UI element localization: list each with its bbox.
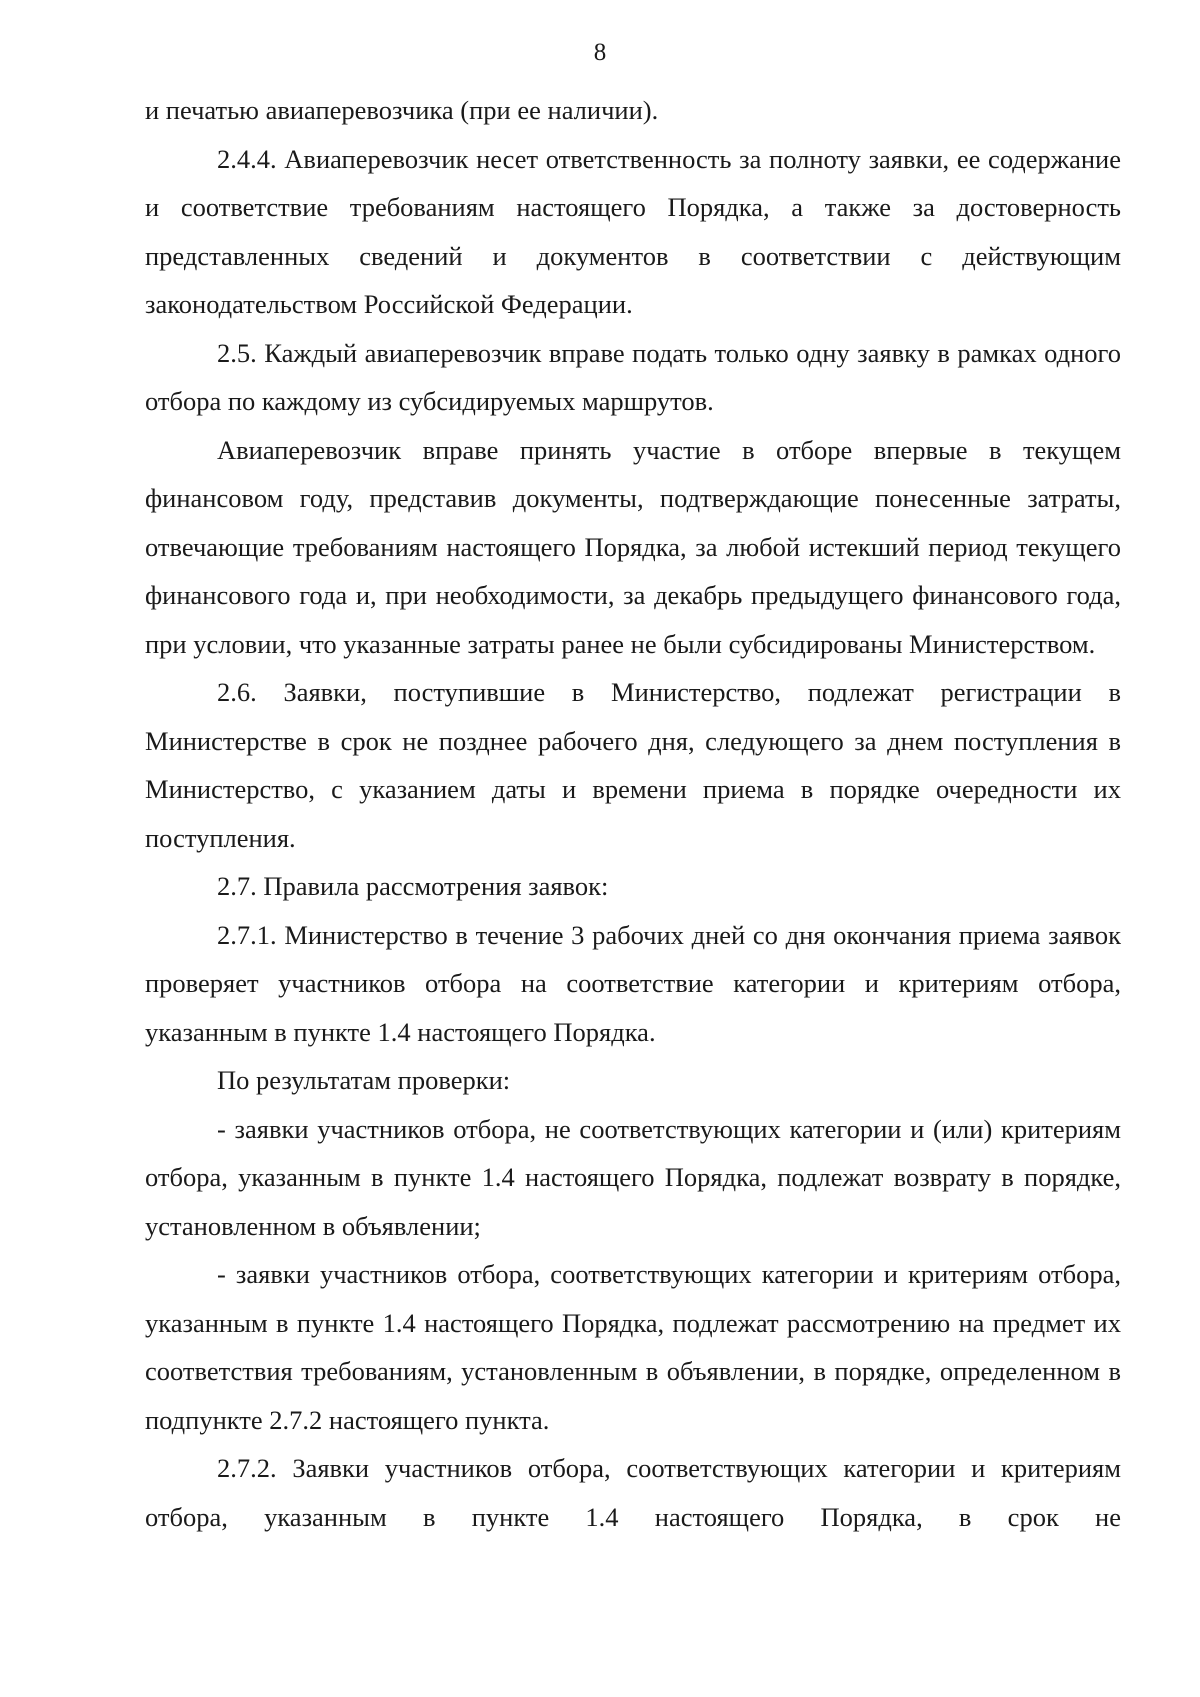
list-item-matching: - заявки участников отбора, соответствующих категории и критериям отбора, указанным в пункте 1.4 настоящего Порядка, подлежат рассмотрению на предмет их соответствия требованиям, установленным в объявлении, в порядке, определенном в подпункте 2.7.2 настоящего пункта. — [145, 1259, 1121, 1435]
paragraph-2-7: 2.7. Правила рассмотрения заявок: — [217, 871, 609, 901]
paragraph-2-5: 2.5. Каждый авиаперевозчик вправе подать только одну заявку в рамках одного отбора по каждому из субсидируемых маршрутов. — [145, 337, 1121, 416]
paragraph-2-4-4: 2.4.4. Авиаперевозчик несет ответственность за полноту заявки, ее содержание и соответствие требованиям настоящего Порядка, а также за достоверность представленных сведений и документов в соответствии с действующим законодательством Российской Федерации. — [145, 143, 1121, 319]
paragraph-2-6: 2.6. Заявки, поступившие в Министерство, подлежат регистрации в Министерстве в срок не позднее рабочего дня, следующего за днем поступления в Министерство, с указанием даты и времени приема в порядке очередности их поступления. — [145, 677, 1121, 853]
paragraph-2-7-1: 2.7.1. Министерство в течение 3 рабочих дней со дня окончания приема заявок проверяет участников отбора на соответствие категории и критериям отбора, указанным в пункте 1.4 настоящего Порядка. — [145, 919, 1121, 1047]
list-item-not-matching: - заявки участников отбора, не соответствующих категории и (или) критериям отбора, указанным в пункте 1.4 настоящего Порядка, подлежат возврату в порядке, установленном в объявлении; — [145, 1113, 1121, 1241]
paragraph-2-7-2: 2.7.2. Заявки участников отбора, соответствующих категории и критериям отбора, указанным в пункте 1.4 настоящего Порядка, в срок не — [145, 1453, 1121, 1532]
paragraph-participation: Авиаперевозчик вправе принять участие в отборе впервые в текущем финансовом году, представив документы, подтверждающие понесенные затраты, отвечающие требованиям настоящего Порядка, за любой истекший период текущего финансового года и, при необходимости, за декабрь предыдущего финансового года, при условии, что указанные затраты ранее не были субсидированы Министерством. — [145, 434, 1121, 659]
paragraph-check-results: По результатам проверки: — [217, 1065, 511, 1095]
paragraph-continuation: и печатью авиаперевозчика (при ее наличии). — [145, 95, 659, 125]
page-number: 8 — [593, 39, 607, 66]
document-body — [145, 86, 1121, 1541]
